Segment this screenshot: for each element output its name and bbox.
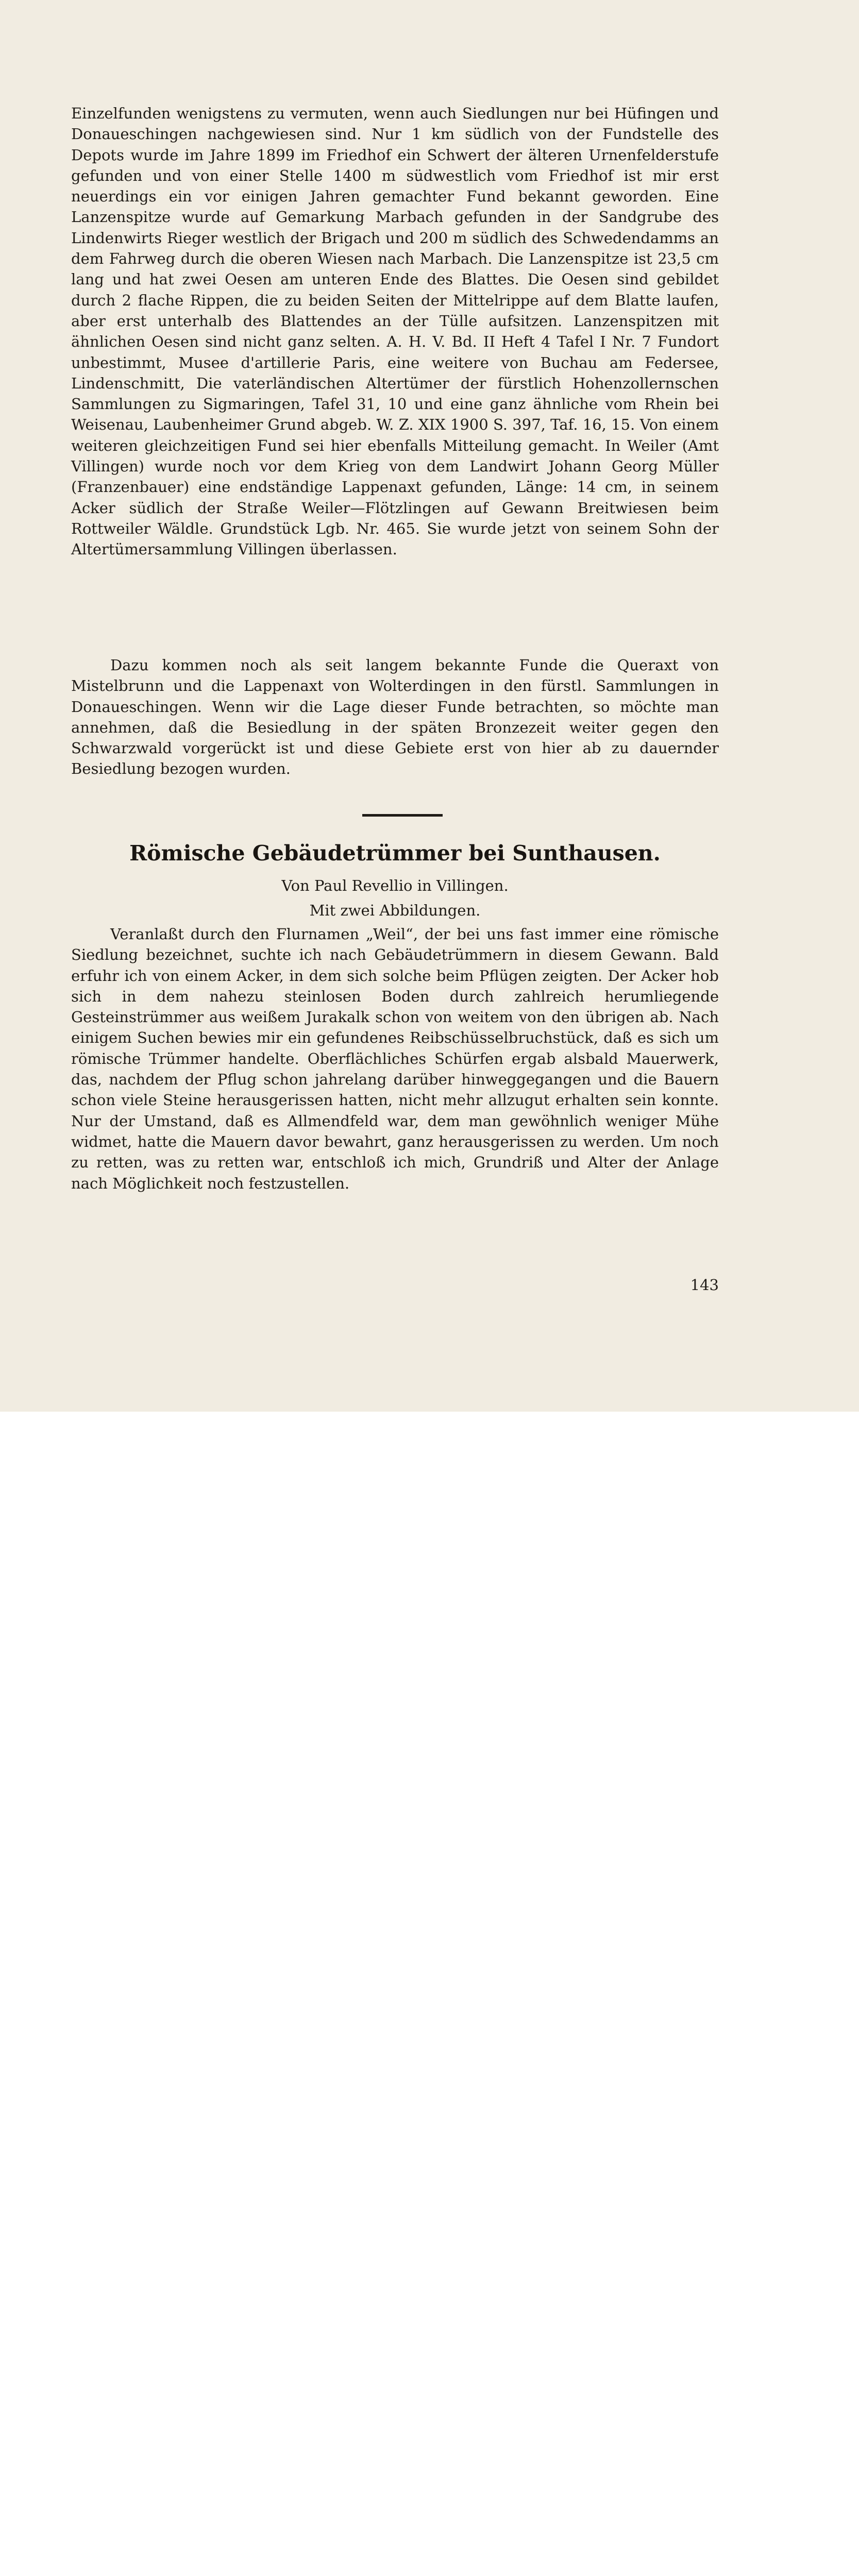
body-paragraph [71, 103, 719, 560]
section-divider [362, 814, 443, 817]
article-title: Römische Gebäudetrümmer bei Sunthausen. [129, 841, 661, 866]
body-paragraph [71, 655, 719, 779]
paragraph-text: Veranlaßt durch den Flurnamen „Weil“, der bei uns fast immer eine römische Siedlung bezeichnet, suchte ich nach Gebäudetrümmern in diesem Gewann. Bald erfuhr ich von einem Acker, in dem sich solche beim Pflügen zeigten. Der Acker hob sich in dem nahezu steinlosen Boden durch zahlreich herumliegende Gesteinstrümmer aus weißem Jurakalk schon von weitem von den übrigen ab. Nach einigem Suchen bewies mir ein gefundenes Reibschüsselbruchstück, daß es sich um römische Trümmer handelte. Oberflächliches Schürfen ergab alsbald Mauerwerk, das, nachdem der Pflug schon jahrelang darüber hinweggegangen und die Bauern schon viele Steine herausgerissen hatten, nicht mehr allzugut erhalten sein konnte. Nur der Umstand, daß es Allmendfeld war, dem man gewöhnlich weniger Mühe widmet, hatte die Mauern davor bewahrt, ganz herausgerissen zu werden. Um noch zu retten, was zu retten war, entschloß ich mich, Grundriß und Alter der Anlage nach Möglichkeit noch festzustellen. [71, 925, 719, 1192]
page-number: 143 [690, 1276, 719, 1294]
viewer-footer [0, 1412, 859, 1465]
article-subtitle: Mit zwei Abbildungen. [309, 902, 481, 919]
article-paragraph [71, 924, 719, 1194]
paragraph-text: Einzelfunden wenigstens zu vermuten, wenn auch Siedlungen nur bei Hüfingen und Donaueschingen nachgewiesen sind. Nur 1 km südlich von der Fundstelle des Depots wurde im Jahre 1899 im Friedhof ein Schwert der älteren Urnenfelderstufe gefunden und von einer Stelle 1400 m südwestlich vom Friedhof ist mir erst neuerdings ein vor einigen Jahren gemachter Fund bekannt geworden. Eine Lanzenspitze wurde auf Gemarkung Marbach gefunden in der Sandgrube des Lindenwirts Rieger westlich der Brigach und 200 m südlich des Schwedendamms an dem Fahrweg durch die oberen Wiesen nach Marbach. Die Lanzenspitze ist 23,5 cm lang und hat zwei Oesen am unteren Ende des Blattes. Die Oesen sind gebildet durch 2 flache Rippen, die zu beiden Seiten der Mittelrippe auf dem Blatte laufen, aber erst unterhalb des Blattendes an der Tülle aufsitzen. Lanzenspitzen mit ähnlichen Oesen sind nicht ganz selten. A. H. V. Bd. II Heft 4 Tafel I Nr. 7 Fundort unbestimmt, Musee d'artillerie Paris, eine weitere von Buchau am Federsee, Lindenschmitt, Die vaterländischen Altertümer der fürstlich Hohenzollernschen Sammlungen zu Sigmaringen, Tafel 31, 10 und eine ganz ähnliche vom Rhein bei Weisenau, Laubenheimer Grund abgeb. W. Z. XIX 1900 S. 397, Taf. 16, 15. Von einem weiteren gleichzeitigen Fund sei hier ebenfalls Mitteilung gemacht. In Weiler (Amt Villingen) wurde noch vor dem Krieg von dem Landwirt Johann Georg Müller (Franzenbauer) eine endständige Lappenaxt gefunden, Länge: 14 cm, in seinem Acker südlich der Straße Weiler—Flötzlingen auf Gewann Breitwiesen beim Rottweiler Wäldle. Grundstück Lgb. Nr. 465. Sie wurde jetzt von seinem Sohn der Altertümersammlung Villingen überlassen. [71, 105, 719, 558]
article-byline: Von Paul Revellio in Villingen. [281, 877, 509, 894]
paragraph-text: Dazu kommen noch als seit langem bekannte Funde die Queraxt von Mistelbrunn und die Lappenaxt von Wolterdingen in den fürstl. Sammlungen in Donaueschingen. Wenn wir die Lage dieser Funde betrachten, so möchte man annehmen, daß die Besiedlung in der späten Bronzezeit weiter gegen den Schwarzwald vorgerückt ist und diese Gebiete erst von hier ab zu dauernder Besiedlung bezogen wurden. [71, 656, 719, 778]
